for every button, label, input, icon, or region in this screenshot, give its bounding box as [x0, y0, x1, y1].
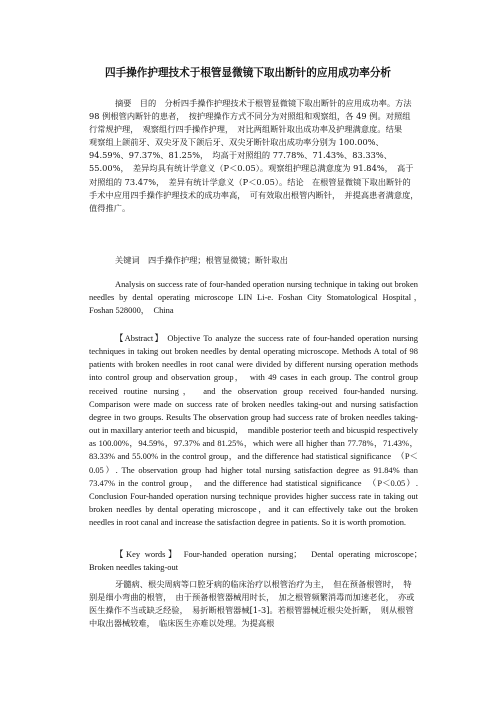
- intro-paragraph: 牙髓病、根尖周病等口腔牙病的临床治疗以根管治疗为主， 但在预备根管时， 特别是细小弯曲的根管， 由于预备根管器械用时长， 加之根管频繁消毒而加速老化， 亦或医生操作不当或缺乏经验， 易折断根管器械[1-3]。若根管器械近根尖处折断， 则从根管中取出器械较难， 临床医生亦难以处理。为提高根: [89, 579, 415, 629]
- abstract-en: [89, 332, 418, 529]
- abstract-en-text: Objective To analyze the success rate of four-handed operation nursing techniques in taking out broken needles by dental operating microscope. Methods A total of 98 patients with broken needles in root canal were divided by different nursing operation methods into control group and observation group， with 49 cases in each group. The control group received routine nursing， and the observation group received four-handed nursing. Comparison were made on success rate of broken needles taking-out and nursing satisfaction degree in two groups. Results The observation group had success rate of broken needles taking-out in maxillary anterior teeth and bicuspid， mandible posterior teeth and bicuspid respectively as 100.00%，94.59%，97.37% and 81.25%，which were all higher than 77.78%，71.43%，83.33% and 55.00% in the control group，and the difference had statistical significance （P＜0.05）. The observation group had higher total nursing satisfaction degree as 91.84% than 73.47% in the control group， and the difference had statistical significance （P＜0.05）. Conclusion Four-handed operation nursing technique provides higher success rate in taking out broken needles by dental operating microscope，and it can effectively take out the broken needles in root canal and increase the satisfaction degree in patients. So it is worth promotion.: [89, 333, 418, 528]
- keywords-zh-text: 四手操作护理；根管显微镜；断针取出: [147, 255, 289, 265]
- paper-title: 四手操作护理技术于根管显微镜下取出断针的应用成功率分析: [104, 67, 392, 79]
- abstract-zh-label: 摘要: [115, 98, 132, 108]
- english-title-block: Analysis on success rate of four-handed operation nursing technique in taking out broken needles by dental operating microscope LIN Li-e. Foshan City Stomatological Hospital， Foshan 528000， China: [89, 279, 427, 316]
- abstract-en-label: 【Abstract】: [115, 333, 165, 343]
- keywords-en-label: 【Key words】: [115, 549, 180, 559]
- keywords-zh-label: 关键词: [115, 255, 140, 265]
- keywords-zh: [89, 254, 418, 267]
- keywords-en: [89, 548, 427, 574]
- abstract-zh-text: 目的 分析四手操作护理技术于根管显微镜下取出断针的应用成功率。方法 98 例根管内断针的患者， 按护理操作方式不同分为对照组和观察组，各 49 例。对照组行常规护理， 观察组行四手操作护理， 对比两组断针取出成功率及护理满意度。结果 观察组上颌前牙、双尖牙及下颌后牙、双尖牙断针取出成功率分别为 100.00%、94.59%、97.37%、81.25%， 均高于对照组的 77.78%、71.43%、83.33%、55.00%， 差异均具有统计学意义（P＜0.05）。观察组护理总满意度为 91.84%， 高于对照组的 73.47%， 差异有统计学意义（P＜0.05）。结论 在根管显微镜下取出断针的手术中应用四手操作护理技术的成功率高， 可有效取出根管内断针， 并提高患者满意度， 值得推广。: [89, 98, 423, 213]
- keywords-en-text: Four-handed operation nursing； Dental operating microscope； Broken needles taking-out: [89, 549, 427, 573]
- abstract-zh: [89, 97, 423, 215]
